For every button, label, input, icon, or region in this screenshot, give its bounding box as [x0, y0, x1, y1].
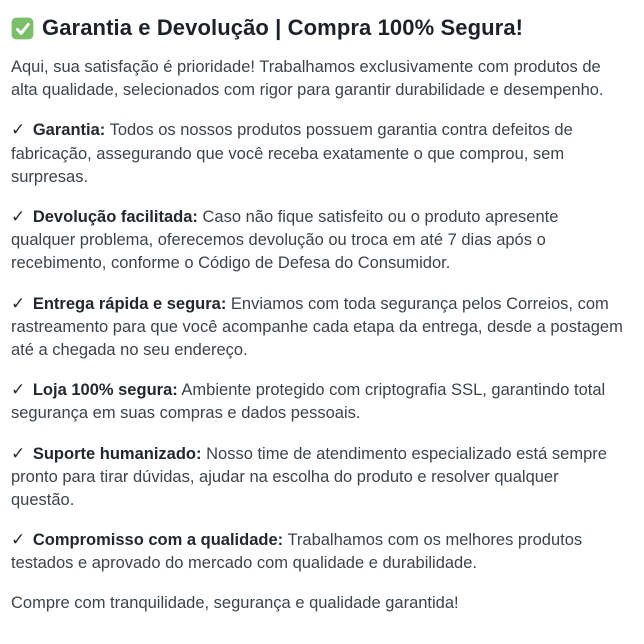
green-check-emoji	[11, 17, 34, 40]
feature-label: Loja 100% segura:	[32, 381, 178, 400]
feature-label: Devolução facilitada:	[32, 208, 198, 227]
feature-garantia	[11, 118, 626, 189]
feature-label: Suporte humanizado:	[32, 444, 202, 463]
closing-paragraph: Compre com tranquilidade, segurança e qualidade garantida!	[11, 593, 459, 612]
page-title	[11, 13, 626, 43]
feature-text: Caso não fique satisfeito ou o produto apresente qualquer problema, oferecemos devolução ou troca em até 7 dias após o recebimento, conforme o Código de Defesa do Consumidor.	[11, 208, 559, 273]
feature-label: Compromisso com a qualidade:	[32, 531, 284, 550]
feature-text: Ambiente protegido com criptografia SSL, garantindo total segurança em suas compras e dados pessoais.	[11, 381, 606, 423]
check-icon: ✓	[11, 120, 26, 140]
feature-loja-segura	[11, 378, 626, 425]
check-icon: ✓	[11, 207, 26, 227]
feature-suporte-humanizado	[11, 442, 626, 513]
feature-compromisso-qualidade	[11, 528, 626, 575]
check-icon: ✓	[11, 530, 26, 550]
feature-devolucao-facilitada	[11, 205, 626, 276]
feature-text: Enviamos com toda segurança pelos Correios, com rastreamento para que você acompanhe cada etapa da entrega, desde a postagem até a chegada no seu endereço.	[11, 294, 623, 360]
feature-text: Nosso time de atendimento especializado está sempre pronto para tirar dúvidas, ajudar na escolha do produto e resolver qualquer questão.	[11, 444, 607, 510]
page-title-text: Garantia e Devolução | Compra 100% Segura!	[42, 15, 524, 40]
feature-text: Todos os nossos produtos possuem garantia contra defeitos de fabricação, assegurando que você receba exatamente o que comprou, sem surpresas.	[11, 121, 573, 186]
check-icon: ✓	[11, 380, 26, 400]
feature-label: Garantia:	[32, 121, 106, 140]
feature-entrega-rapida	[11, 292, 626, 363]
check-icon: ✓	[11, 443, 26, 463]
feature-label: Entrega rápida e segura:	[32, 294, 227, 313]
check-icon: ✓	[11, 293, 26, 313]
intro-paragraph: Aqui, sua satisfação é prioridade! Trabalhamos exclusivamente com produtos de alta qualidade, selecionados com rigor para garantir durabilidade e desempenho.	[11, 58, 604, 100]
feature-text: Trabalhamos com os melhores produtos testados e aprovado do mercado com qualidade e durabilidade.	[11, 531, 583, 573]
